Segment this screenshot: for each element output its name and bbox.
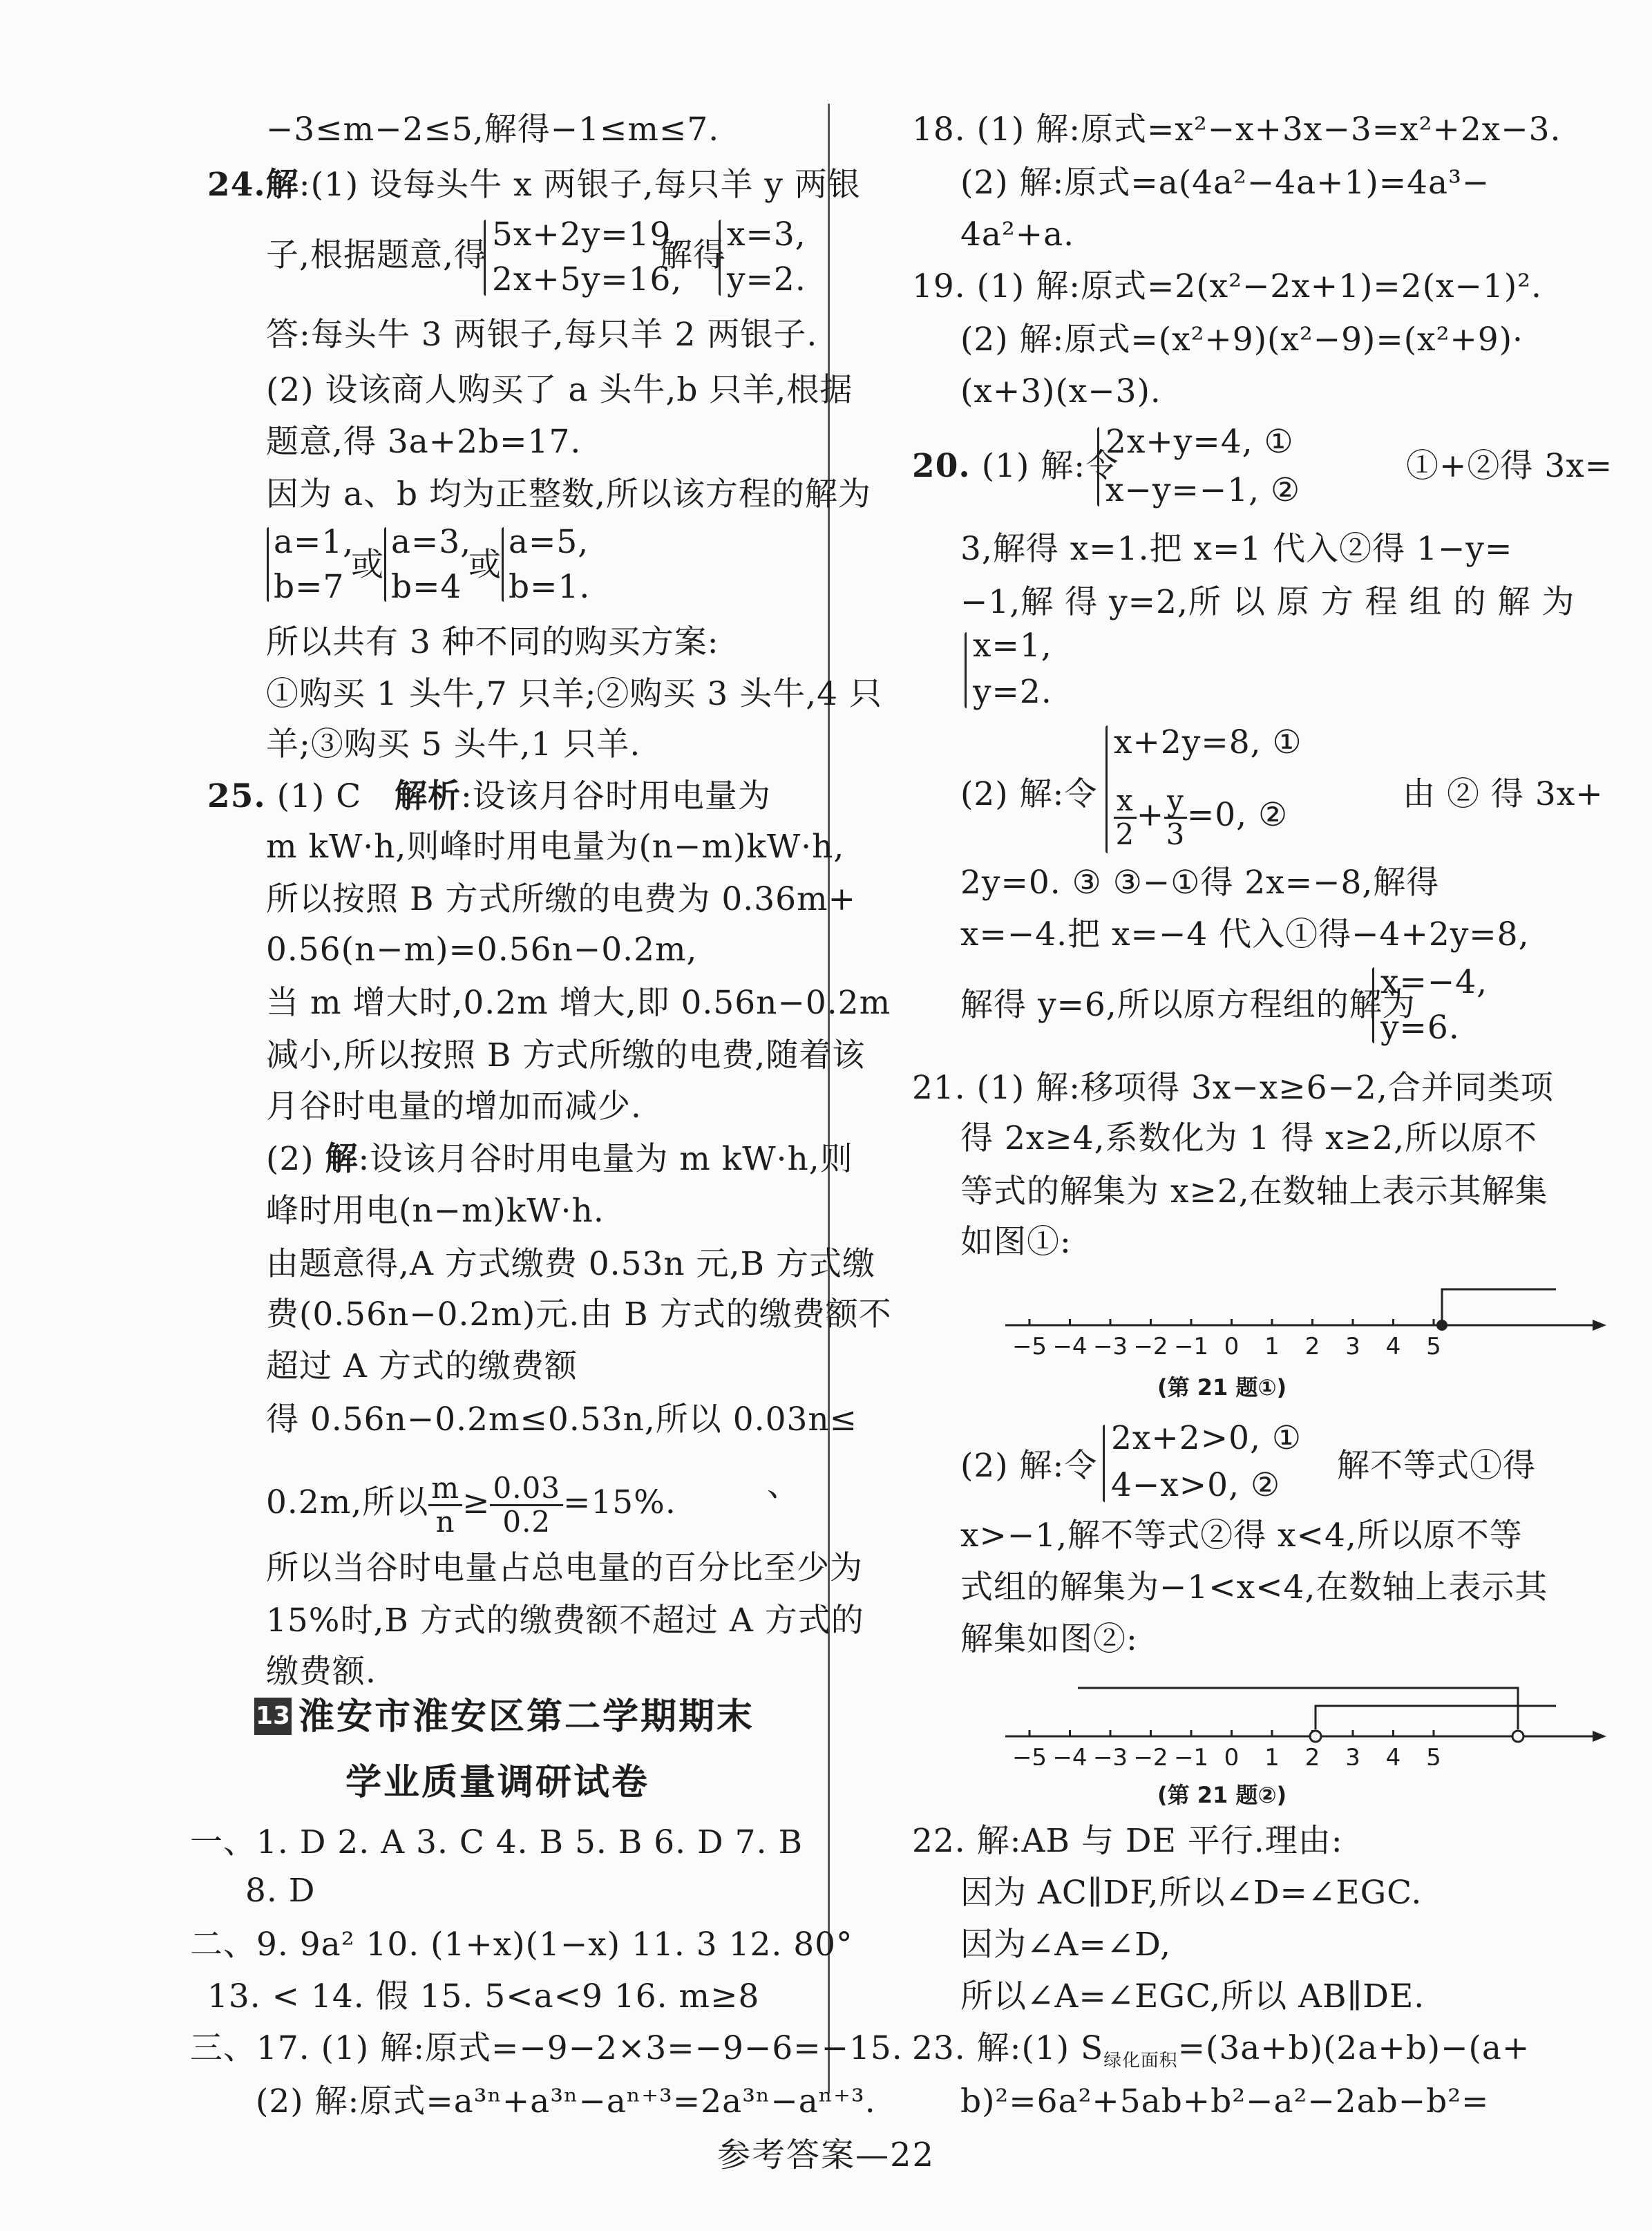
answers-part1: 一、1. D 2. A 3. C 4. B 5. B 6. D 7. B [190,1823,804,1861]
text-line: 解不等式①得 [1337,1447,1536,1485]
tick-label: −3 [1092,1744,1128,1765]
tick-label: −2 [1133,1744,1168,1765]
fraction-equation: $\frac{x}{2}$ + $\frac{y}{3}$ =0, ② [1114,781,1288,851]
text-line: (2) 解:原式=a(4a²−4a+1)=4a³− [960,164,1490,202]
ray-x-lt-4 [1078,1688,1518,1729]
question-21: 21. (1) 解:移项得 3x−x≥6−2,合并同类项 [912,1069,1554,1107]
text-line: 因为 a、b 均为正整数,所以该方程的解为 [266,475,871,513]
equation: y=2. [727,260,806,298]
equation: y=6. [1380,1009,1460,1047]
text-line: 因为∠A=∠D, [960,1926,1172,1964]
question-25 [207,776,771,817]
equation: 5x+2y=19, [492,216,683,254]
answers-part1-cont: 8. D [245,1872,316,1910]
equation: y=2. [973,673,1052,711]
operator: ≥ [462,1483,491,1521]
text-line: ①购买 1 头牛,7 只羊;②购买 3 头牛,4 只 [266,675,882,713]
numerator: m [428,1472,462,1506]
number-line-1 [995,1278,1617,1368]
text-line: 峰时用电(n−m)kW·h. [266,1192,605,1230]
fraction [490,1472,563,1538]
brace [267,527,269,602]
figure-caption-1: (第 21 题①) [1157,1374,1287,1401]
tick-label: −1 [1173,1744,1209,1765]
subscript: 绿化面积 [1103,2050,1178,2071]
text-line: (2) 设该商人购买了 a 头牛,b 只羊,根据 [266,371,853,409]
text-line: 0.56(n−m)=0.56n−0.2m, [266,931,698,969]
tick-label: 4 [1385,1744,1401,1765]
text-line: 所以按照 B 方式所缴的电费为 0.36m+ [266,880,856,918]
text-line: 缴费额. [266,1653,377,1691]
question-24 [207,164,861,206]
text-line: 等式的解集为 x≥2,在数轴上表示其解集 [960,1173,1548,1211]
figure-caption-2: (第 21 题②) [1157,1782,1287,1808]
jiexi-label: 解析 [395,777,462,815]
text-line: (2) 解:原式=(x²+9)(x²−9)=(x²+9)· [960,321,1523,359]
denominator: 3 [1166,817,1186,851]
axis-arrow [1593,1320,1606,1331]
stray-mark: 、 [767,1466,800,1504]
text-line: 答:每头牛 3 两银子,每只羊 2 两银子. [266,316,818,354]
tick-label: 1 [1264,1333,1280,1360]
jie-label: 解 [325,1140,359,1178]
text-line: 解得 y=6,所以原方程组的解为 [960,986,1416,1024]
jie-label: 解 [265,166,299,204]
tick-label: −4 [1052,1333,1088,1360]
brace [1097,427,1099,506]
text-line: :设该月谷时用电量为 m kW·h,则 [358,1140,853,1178]
answers-part2: 二、9. 9a² 10. (1+x)(1−x) 11. 3 12. 80° [190,1926,853,1964]
text-line: 费(0.56n−0.2m)元.由 B 方式的缴费额不 [266,1295,892,1333]
text-line: 得 2x≥4,系数化为 1 得 x≥2,所以原不 [960,1119,1538,1157]
equation: b=1. [509,568,591,606]
text-line: (2) 解:令 [960,775,1098,813]
brace [1372,967,1374,1043]
text-line: 或 [351,546,384,584]
equation: 2x+5y=16, [492,260,683,298]
text-line: 减小,所以按照 B 方式所缴的电费,随着该 [266,1036,866,1074]
section-badge: 13 [254,1698,292,1735]
question-22: 22. 解:AB 与 DE 平行.理由: [912,1822,1343,1860]
text-line: 15%时,B 方式的缴费额不超过 A 方式的 [266,1602,864,1640]
text-line: 羊;③购买 5 头牛,1 只羊. [266,725,641,763]
text-line: x>−1,解不等式②得 x<4,所以原不等 [960,1517,1523,1555]
equation: x=1, [973,627,1052,665]
equation: a=5, [509,523,589,561]
tick-label: 2 [1304,1744,1320,1765]
tick-label: 1 [1264,1744,1280,1765]
numerator: y [1164,785,1187,819]
text-line: =15%. [563,1483,676,1521]
text-line: ①+②得 3x= [1406,447,1613,485]
question-number: 20. [912,447,971,485]
text-line: 2y=0. ③ ③−①得 2x=−8,解得 [960,864,1440,902]
text-line: 由题意得,A 方式缴费 0.53n 元,B 方式缴 [266,1245,876,1283]
text-line: 得 0.56n−0.2m≤0.53n,所以 0.03n≤ [266,1401,858,1439]
equation: b=7 [274,568,345,606]
tick-label: 3 [1345,1744,1360,1765]
text-line [266,1139,853,1180]
text-line: 所以共有 3 种不同的购买方案: [266,623,719,661]
text-line: 因为 AC∥DF,所以∠D=∠EGC. [960,1874,1423,1912]
text-line: −3≤m−2≤5,解得−1≤m≤7. [266,111,720,149]
brace [1103,1425,1105,1502]
text-line: 所以当谷时电量占总电量的百分比至少为 [266,1549,863,1587]
text-line: 解得 [660,236,726,274]
text-line: 或 [468,546,502,584]
axis-arrow [1593,1731,1606,1742]
equation: 2x+y=4, ① [1105,423,1294,461]
text-line: 由 ② 得 3x+ [1403,775,1604,813]
text-line: (1) 解:令 [981,447,1119,485]
text-line: 超过 A 方式的缴费额 [266,1347,578,1385]
open-point-4 [1512,1731,1523,1742]
brace [1105,725,1108,853]
text-line: 如图①: [960,1223,1072,1261]
text-line: 题意,得 3a+2b=17. [266,423,582,461]
text-line: 4a²+a. [960,216,1075,254]
equation: x−y=−1, ② [1105,471,1301,509]
question-18: 18. (1) 解:原式=x²−x+3x−3=x²+2x−3. [912,111,1561,149]
text-line: :设该月谷时用电量为 [461,777,771,815]
text-line: 所以∠A=∠EGC,所以 AB∥DE. [960,1977,1425,2015]
brace [484,220,486,296]
tick-label: −4 [1052,1744,1088,1765]
equation: b=4 [391,568,462,606]
question-19: 19. (1) 解:原式=2(x²−2x+1)=2(x−1)². [912,267,1542,305]
tick-label: 0 [1224,1744,1240,1765]
question-number: 25. [207,777,266,815]
text-line: 解集如图②: [960,1620,1138,1658]
text-line: x=−4.把 x=−4 代入①得−4+2y=8, [960,915,1530,953]
question-20 [912,446,1119,487]
fraction-line [266,1465,676,1541]
equation: a=1, [274,523,354,561]
denominator: 2 [1115,817,1135,851]
answer-choice: (1) C [276,777,362,815]
tick-label: −5 [1012,1333,1047,1360]
denominator: 0.2 [502,1504,551,1539]
tick-label: 4 [1385,1333,1401,1360]
text-line: b)²=6a²+5ab+b²−a²−2ab−b²= [960,2082,1490,2120]
brace [965,632,967,708]
solution-ray [1442,1289,1556,1325]
text-line: 月谷时电量的增加而减少. [266,1088,642,1126]
open-point-neg1 [1310,1731,1321,1742]
tick-label: 3 [1345,1333,1360,1360]
tick-label: −5 [1012,1744,1047,1765]
text-line: 3,解得 x=1.把 x=1 代入②得 1−y= [960,530,1513,568]
equation: x+2y=8, ① [1114,723,1302,761]
text-line: 子,根据题意,得 [266,236,487,274]
ray-x-gt-neg1 [1316,1706,1556,1729]
tick-label: 5 [1426,1333,1441,1360]
number-line-2 [995,1675,1617,1765]
question-number: 24. [207,166,266,204]
inequality: 2x+2>0, ① [1111,1419,1302,1457]
brace [384,527,386,602]
tick-label: −2 [1133,1333,1168,1360]
section-subtitle: 学业质量调研试卷 [345,1762,650,1803]
tick-label: −1 [1173,1333,1209,1360]
fraction [428,1472,462,1538]
text-line: 23. 解:(1) S [912,2029,1104,2067]
denominator: n [435,1504,455,1539]
numerator: 0.03 [490,1472,563,1506]
inequality: 4−x>0, ② [1111,1466,1281,1504]
page-footer: 参考答案—22 [716,2136,936,2174]
text-line: 0.2m,所以 [266,1483,429,1521]
text-line: 式组的解集为−1<x<4,在数轴上表示其 [960,1568,1548,1606]
numerator: x [1114,785,1137,819]
text-line: =(3a+b)(2a+b)−(a+ [1177,2029,1530,2067]
answers-part3: 三、17. (1) 解:原式=−9−2×3=−9−6=−15. [190,2029,903,2067]
text-line: (2) 解:令 [960,1447,1098,1485]
question-23 [912,2028,1530,2069]
brace [502,527,504,602]
tick-label: −3 [1092,1333,1128,1360]
equation: x=−4, [1380,963,1488,1001]
brace [719,220,721,296]
text-line: −1,解 得 y=2,所 以 原 方 程 组 的 解 为 [960,583,1575,621]
text-line: =0, ② [1186,796,1289,834]
section-title: 淮安市淮安区第二学期期末 [298,1696,755,1738]
text-line: :(1) 设每头牛 x 两银子,每只羊 y 两银 [298,166,861,204]
text-line: (x+3)(x−3). [960,372,1161,410]
answers-part3-cont: (2) 解:原式=a³ⁿ+a³ⁿ−aⁿ⁺³=2a³ⁿ−aⁿ⁺³. [256,2082,876,2120]
fraction [1114,785,1137,851]
part-label: (2) [266,1140,314,1178]
fraction [1164,785,1187,851]
answers-part2-cont: 13. < 14. 假 15. 5<a<9 16. m≥8 [207,1977,760,2015]
tick-label: 5 [1426,1744,1441,1765]
text-line: m kW·h,则峰时用电量为(n−m)kW·h, [266,828,845,866]
text-line: 当 m 增大时,0.2m 增大,即 0.56n−0.2m [266,984,891,1022]
tick-label: 0 [1224,1333,1240,1360]
tick-label: 2 [1304,1333,1320,1360]
equation: x=3, [727,216,806,254]
equation: a=3, [391,523,472,561]
